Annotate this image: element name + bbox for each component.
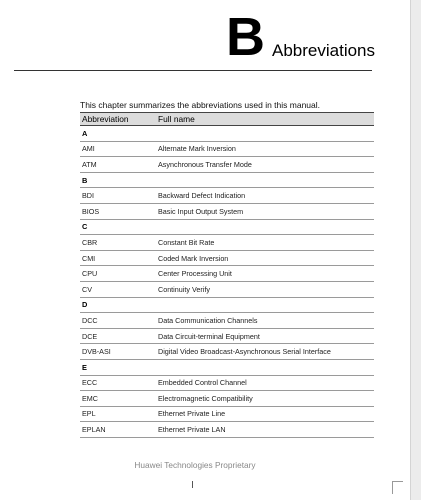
group-letter: A (80, 126, 374, 142)
abbreviation-cell: ATM (80, 157, 156, 173)
abbreviation-cell: CBR (80, 235, 156, 251)
table-header-row (80, 113, 374, 126)
abbreviation-cell: DCE (80, 328, 156, 344)
full-name-cell: Asynchronous Transfer Mode (156, 157, 374, 173)
table-row (80, 406, 374, 422)
table-row (80, 422, 374, 438)
full-name-cell: Digital Video Broadcast-Asynchronous Serial Interface (156, 344, 374, 360)
abbreviation-cell: CMI (80, 250, 156, 266)
abbreviation-cell: ECC (80, 375, 156, 391)
page-corner-mark (392, 481, 403, 494)
full-name-cell: Ethernet Private LAN (156, 422, 374, 438)
table-row (80, 281, 374, 297)
page-number-marker (192, 481, 193, 488)
table-row (80, 375, 374, 391)
group-letter: D (80, 297, 374, 313)
table-row (80, 391, 374, 407)
table-row (80, 313, 374, 329)
abbreviation-cell: CV (80, 281, 156, 297)
full-name-cell: Center Processing Unit (156, 266, 374, 282)
group-header-row (80, 126, 374, 142)
abbreviation-cell: DCC (80, 313, 156, 329)
title-divider (14, 70, 372, 71)
full-name-cell: Continuity Verify (156, 281, 374, 297)
chapter-title: Abbreviations (272, 41, 376, 60)
abbreviation-cell: EPLAN (80, 422, 156, 438)
full-name-cell: Ethernet Private Line (156, 406, 374, 422)
abbreviation-cell: DVB-ASI (80, 344, 156, 360)
abbreviation-cell: BIOS (80, 203, 156, 219)
table-row (80, 266, 374, 282)
table-row (80, 250, 374, 266)
full-name-cell: Data Communication Channels (156, 313, 374, 329)
table-row (80, 235, 374, 251)
abbreviation-cell: EPL (80, 406, 156, 422)
full-name-cell: Coded Mark Inversion (156, 250, 374, 266)
group-letter: B (80, 172, 374, 188)
group-letter: C (80, 219, 374, 235)
abbreviation-cell: AMI (80, 141, 156, 157)
intro-paragraph: This chapter summarizes the abbreviations used in this manual. (80, 100, 321, 110)
column-header-abbreviation: Abbreviation (80, 113, 156, 126)
chapter-letter: B (226, 7, 265, 67)
abbreviation-cell: EMC (80, 391, 156, 407)
group-letter: E (80, 359, 374, 375)
group-header-row (80, 359, 374, 375)
full-name-cell: Backward Defect Indication (156, 188, 374, 204)
abbreviation-table (80, 112, 374, 438)
full-name-cell: Basic Input Output System (156, 203, 374, 219)
table-row (80, 157, 374, 173)
table-row (80, 328, 374, 344)
abbreviation-cell: BDI (80, 188, 156, 204)
full-name-cell: Data Circuit-terminal Equipment (156, 328, 374, 344)
group-header-row (80, 297, 374, 313)
full-name-cell: Constant Bit Rate (156, 235, 374, 251)
abbreviation-cell: CPU (80, 266, 156, 282)
table-row (80, 141, 374, 157)
group-header-row (80, 172, 374, 188)
page-footer: Huawei Technologies Proprietary (134, 460, 256, 470)
group-header-row (80, 219, 374, 235)
table-row (80, 188, 374, 204)
scrollbar-track[interactable] (410, 0, 421, 500)
column-header-full-name: Full name (156, 113, 374, 126)
table-body (80, 126, 374, 438)
table-row (80, 203, 374, 219)
full-name-cell: Alternate Mark Inversion (156, 141, 374, 157)
table-row (80, 344, 374, 360)
full-name-cell: Embedded Control Channel (156, 375, 374, 391)
full-name-cell: Electromagnetic Compatibility (156, 391, 374, 407)
